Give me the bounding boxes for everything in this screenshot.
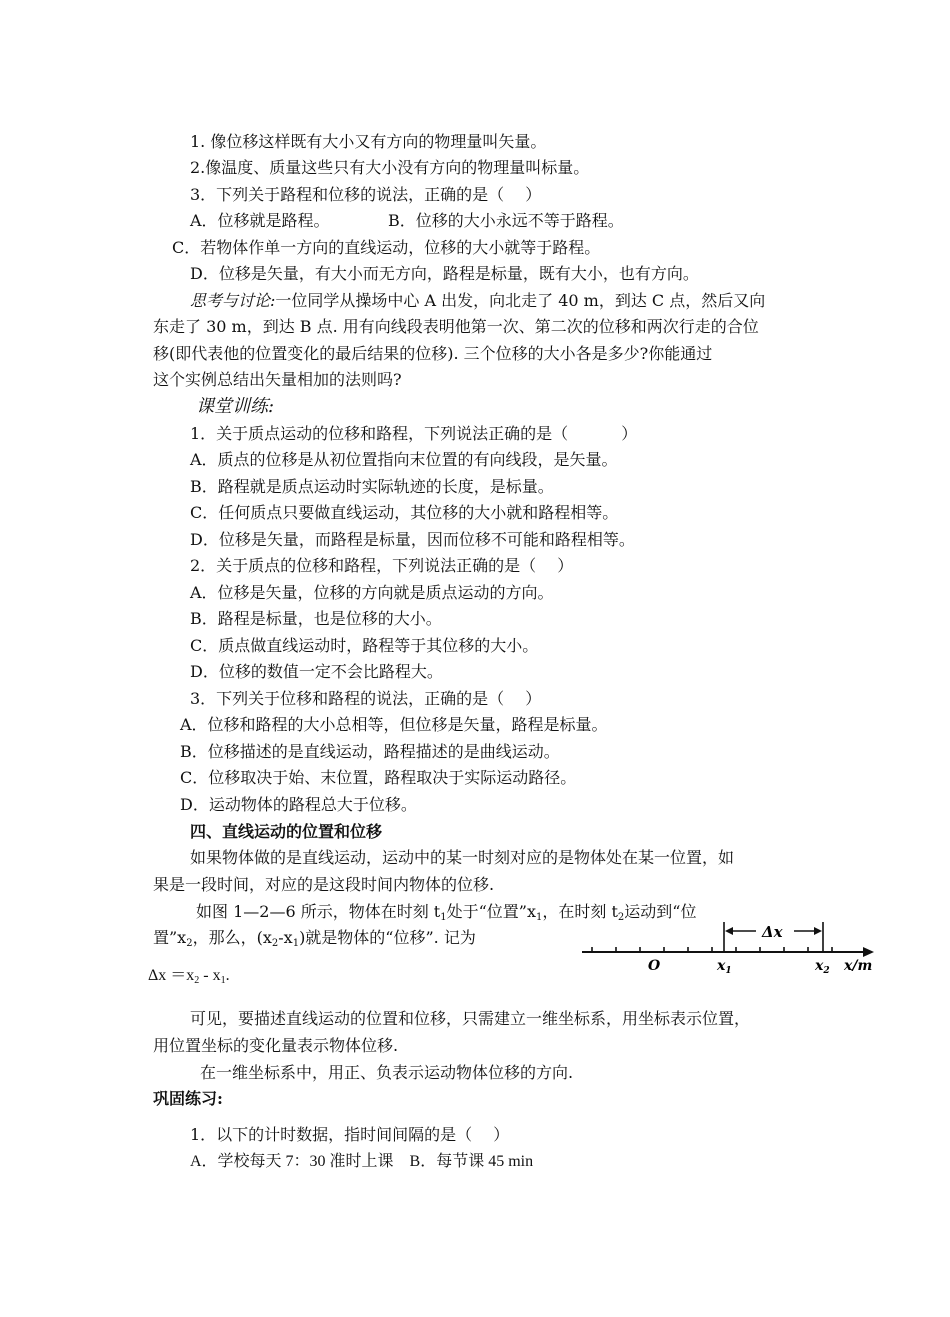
- training-q2-b: B．路程是标量，也是位移的大小。: [190, 609, 442, 628]
- training-q2: 2．关于质点的位移和路程，下列说法正确的是（ ）: [190, 556, 574, 575]
- training-q1-b: B．路程就是质点运动时实际轨迹的长度，是标量。: [190, 477, 554, 496]
- coordinate-axis-figure: [578, 918, 878, 976]
- training-q1-c: C．任何质点只要做直线运动，其位移的大小就和路程相等。: [190, 503, 619, 522]
- sec4-para3-line1: 可见，要描述直线运动的位置和位移，只需建立一维坐标系，用坐标表示位置，: [190, 1009, 751, 1028]
- option-b: B．位移的大小永远不等于路程。: [388, 211, 624, 230]
- option-d: D．位移是矢量，有大小而无方向，路程是标量，既有大小，也有方向。: [190, 264, 699, 283]
- axis-arrow-icon: [863, 947, 874, 957]
- displacement-formula: $\Delta x =x_2 - x_1$.: [148, 967, 230, 986]
- section-classroom-training: 课堂训练:: [196, 396, 275, 417]
- option-c: C．若物体作单一方向的直线运动，位移的大小就等于路程。: [172, 238, 601, 257]
- think-line-1: 思考与讨论:一位同学从操场中心 A 出发，向北走了 40 m，到达 C 点，然后又向: [190, 291, 766, 310]
- concept-scalar: 2.像温度、质量这些只有大小没有方向的物理量叫标量。: [190, 158, 590, 177]
- option-a: A．位移就是路程。: [190, 211, 330, 230]
- concept-vector: 1. 像位移这样既有大小又有方向的物理量叫矢量。: [190, 132, 547, 151]
- sec4-para2-line1: 如图 1—2—6 所示，物体在时刻 $t_1$处于“位置$”x_1$，在时刻 $t_2$运动到“位: [196, 902, 697, 923]
- delta-arrowhead-left-icon: [725, 927, 733, 935]
- think-line-2: 东走了 30 m，到达 B 点. 用有向线段表明他第一次、第二次的位移和两次行走的合位: [153, 317, 759, 336]
- origin-label: O: [648, 958, 661, 974]
- think-line-4: 这个实例总结出矢量相加的法则吗?: [153, 370, 402, 389]
- training-q3-c: C．位移取决于始、末位置，路程取决于实际运动路径。: [180, 768, 577, 787]
- x2-label: $x_2$: [815, 958, 830, 976]
- sec4-para1-line2: 果是一段时间，对应的是这段时间内物体的位移.: [153, 875, 495, 894]
- axis-label: x/m: [844, 958, 873, 974]
- section-practice-heading: 巩固练习:: [153, 1089, 223, 1108]
- training-q1: 1．关于质点运动的位移和路程，下列说法正确的是（ ）: [190, 424, 638, 443]
- sec4-para2-line2: 置$”x_2$，那么，$(x_2-x_1)$就是物体的“位移”. 记为: [153, 928, 476, 949]
- delta-arrowhead-right-icon: [814, 927, 822, 935]
- practice-q1-ab: A．学校每天 7：30 准时上课 B．每节课 45 min: [190, 1153, 534, 1170]
- practice-q1: 1．以下的计时数据，指时间间隔的是（ ）: [190, 1125, 510, 1144]
- training-q2-a: A．位移是矢量，位移的方向就是质点运动的方向。: [190, 583, 554, 602]
- sec4-para1-line1: 如果物体做的是直线运动，运动中的某一时刻对应的是物体处在某一位置，如: [190, 848, 735, 867]
- training-q3-a: A．位移和路程的大小总相等，但位移是矢量，路程是标量。: [180, 715, 608, 734]
- training-q3-d: D．运动物体的路程总大于位移。: [180, 795, 417, 814]
- x1-label: $x_1$: [717, 958, 732, 976]
- training-q3: 3．下列关于位移和路程的说法，正确的是（ ）: [190, 689, 542, 708]
- training-q2-c: C．质点做直线运动时，路程等于其位移的大小。: [190, 636, 539, 655]
- training-q1-d: D．位移是矢量，而路程是标量，因而位移不可能和路程相等。: [190, 530, 635, 549]
- delta-x-label: Δx: [762, 923, 783, 941]
- section-4-heading: 四、直线运动的位置和位移: [190, 822, 383, 841]
- training-q2-d: D．位移的数值一定不会比路程大。: [190, 662, 443, 681]
- think-label: 思考与讨论:: [190, 291, 276, 310]
- sec4-para4: 在一维坐标系中，用正、负表示运动物体位移的方向.: [200, 1063, 574, 1082]
- question-3: 3．下列关于路程和位移的说法，正确的是（ ）: [190, 185, 542, 204]
- training-q1-a: A．质点的位移是从初位置指向末位置的有向线段，是矢量。: [190, 450, 618, 469]
- sec4-para3-line2: 用位置坐标的变化量表示物体位移.: [153, 1036, 399, 1055]
- think-line-3: 移(即代表他的位置变化的最后结果的位移). 三个位移的大小各是多少?你能通过: [153, 344, 713, 363]
- training-q3-b: B．位移描述的是直线运动，路程描述的是曲线运动。: [180, 742, 560, 761]
